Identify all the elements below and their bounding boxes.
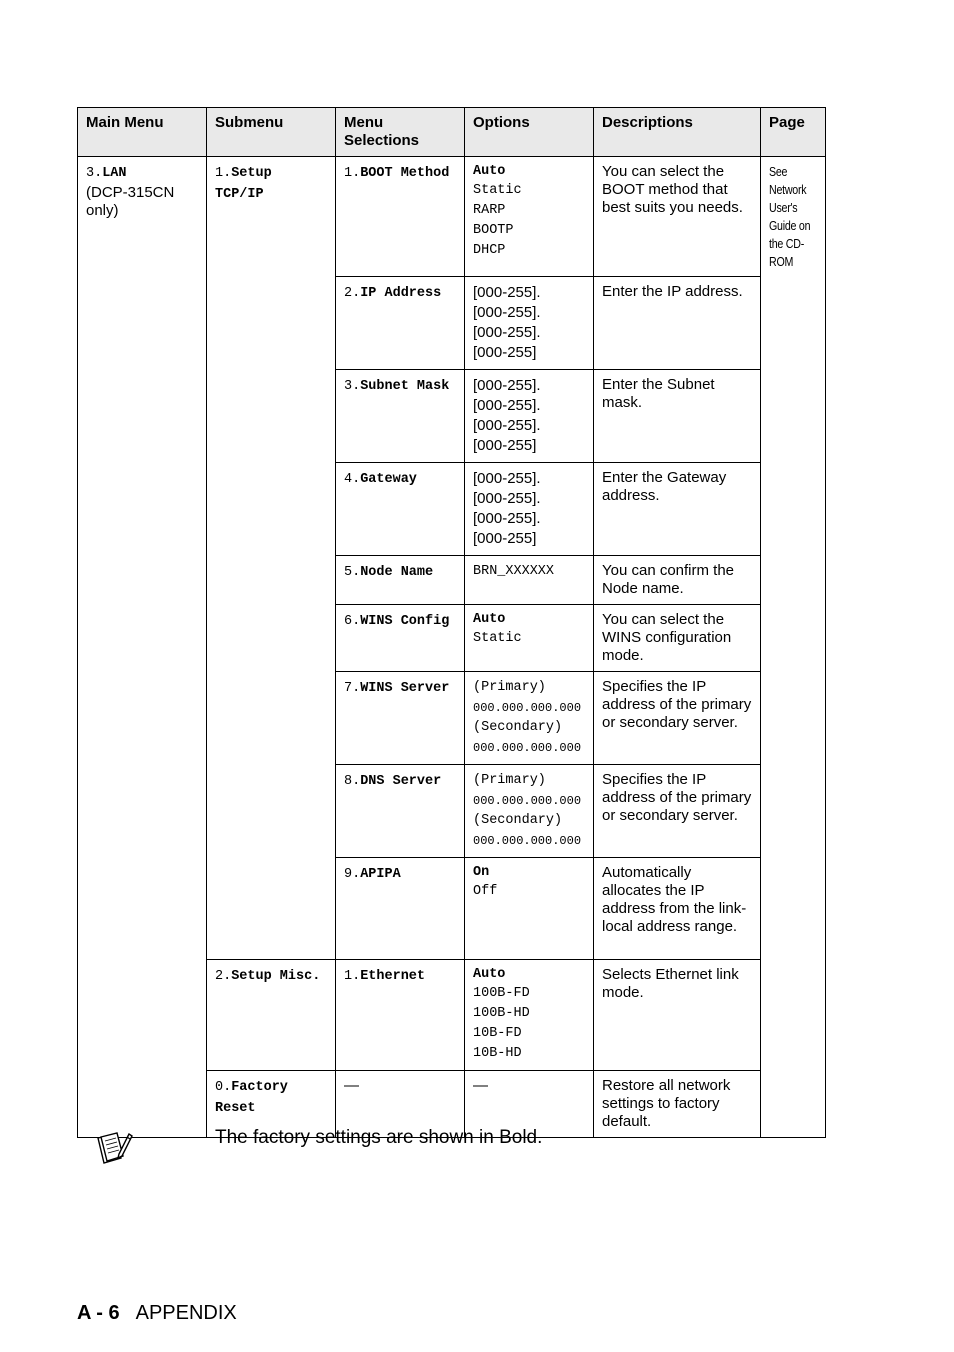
menu-table (77, 107, 826, 1138)
header-page: Page (761, 108, 826, 157)
page-footer (77, 1300, 237, 1326)
description-cell: Automatically allocates the IP address from the link-local address range. (594, 858, 761, 960)
note-pad-icon (95, 1128, 135, 1168)
header-options: Options (465, 108, 594, 157)
description-cell: Specifies the IP address of the primary or secondary server. (594, 672, 761, 765)
description-cell: You can select the BOOT method that best suits you needs. (594, 157, 761, 277)
selection-cell: — (336, 1071, 465, 1138)
description-cell: Enter the Subnet mask. (594, 370, 761, 463)
section-name: APPENDIX (135, 1302, 237, 1324)
selection-cell: 4.Gateway (336, 463, 465, 556)
note-text: The factory settings are shown in Bold. (215, 1127, 543, 1148)
description-cell: You can confirm the Node name. (594, 556, 761, 605)
options-cell: [000-255]. [000-255]. [000-255]. [000-255] (465, 277, 594, 370)
note (95, 1126, 695, 1170)
header-row (78, 108, 826, 157)
description-cell: Enter the IP address. (594, 277, 761, 370)
header-main-menu: Main Menu (78, 108, 207, 157)
selection-cell: 1.Ethernet (336, 960, 465, 1071)
selection-cell: 2.IP Address (336, 277, 465, 370)
selection-cell: 7.WINS Server (336, 672, 465, 765)
description-cell: You can select the WINS configuration mode. (594, 605, 761, 672)
options-cell: (Primary) 000.000.000.000 (Secondary) 000.000.000.000 (465, 765, 594, 858)
description-cell: Selects Ethernet link mode. (594, 960, 761, 1071)
header-submenu: Submenu (207, 108, 336, 157)
selection-cell: 1.BOOT Method (336, 157, 465, 277)
options-cell: Auto Static RARP BOOTP DHCP (465, 157, 594, 277)
submenu-cell: 2.Setup Misc. (207, 960, 336, 1071)
options-cell: Auto Static (465, 605, 594, 672)
options-cell: On Off (465, 858, 594, 960)
selection-cell: 6.WINS Config (336, 605, 465, 672)
description-cell: Specifies the IP address of the primary or secondary server. (594, 765, 761, 858)
table-row (78, 157, 826, 277)
main-menu-note: (DCP-315CN only) (86, 184, 175, 219)
selection-cell: 8.DNS Server (336, 765, 465, 858)
page-number: A - 6 (77, 1302, 120, 1324)
submenu-cell: 0.Factory Reset (207, 1071, 336, 1138)
submenu-name: Setup TCP/IP (215, 166, 272, 202)
options-cell: Auto 100B-FD 100B-HD 10B-FD 10B-HD (465, 960, 594, 1071)
selection-cell: 3.Subnet Mask (336, 370, 465, 463)
main-menu-num: 3. (86, 166, 103, 181)
submenu-cell (207, 157, 336, 960)
main-menu-name: LAN (102, 166, 127, 181)
options-cell: — (465, 1071, 594, 1138)
description-cell: Enter the Gateway address. (594, 463, 761, 556)
options-cell: [000-255]. [000-255]. [000-255]. [000-255] (465, 370, 594, 463)
options-cell: [000-255]. [000-255]. [000-255]. [000-255] (465, 463, 594, 556)
page-reference: See Network User's Guide on the CD-ROM (769, 164, 811, 269)
main-menu-cell (78, 157, 207, 1138)
selection-cell: 5.Node Name (336, 556, 465, 605)
header-menu-selections: Menu Selections (336, 108, 465, 157)
header-descriptions: Descriptions (594, 108, 761, 157)
options-cell: BRN_XXXXXX (465, 556, 594, 605)
options-cell: (Primary) 000.000.000.000 (Secondary) 000.000.000.000 (465, 672, 594, 765)
description-cell: Restore all network settings to factory default. (594, 1071, 761, 1138)
selection-cell: 9.APIPA (336, 858, 465, 960)
submenu-num: 1. (215, 166, 232, 181)
page-cell (761, 157, 826, 1138)
